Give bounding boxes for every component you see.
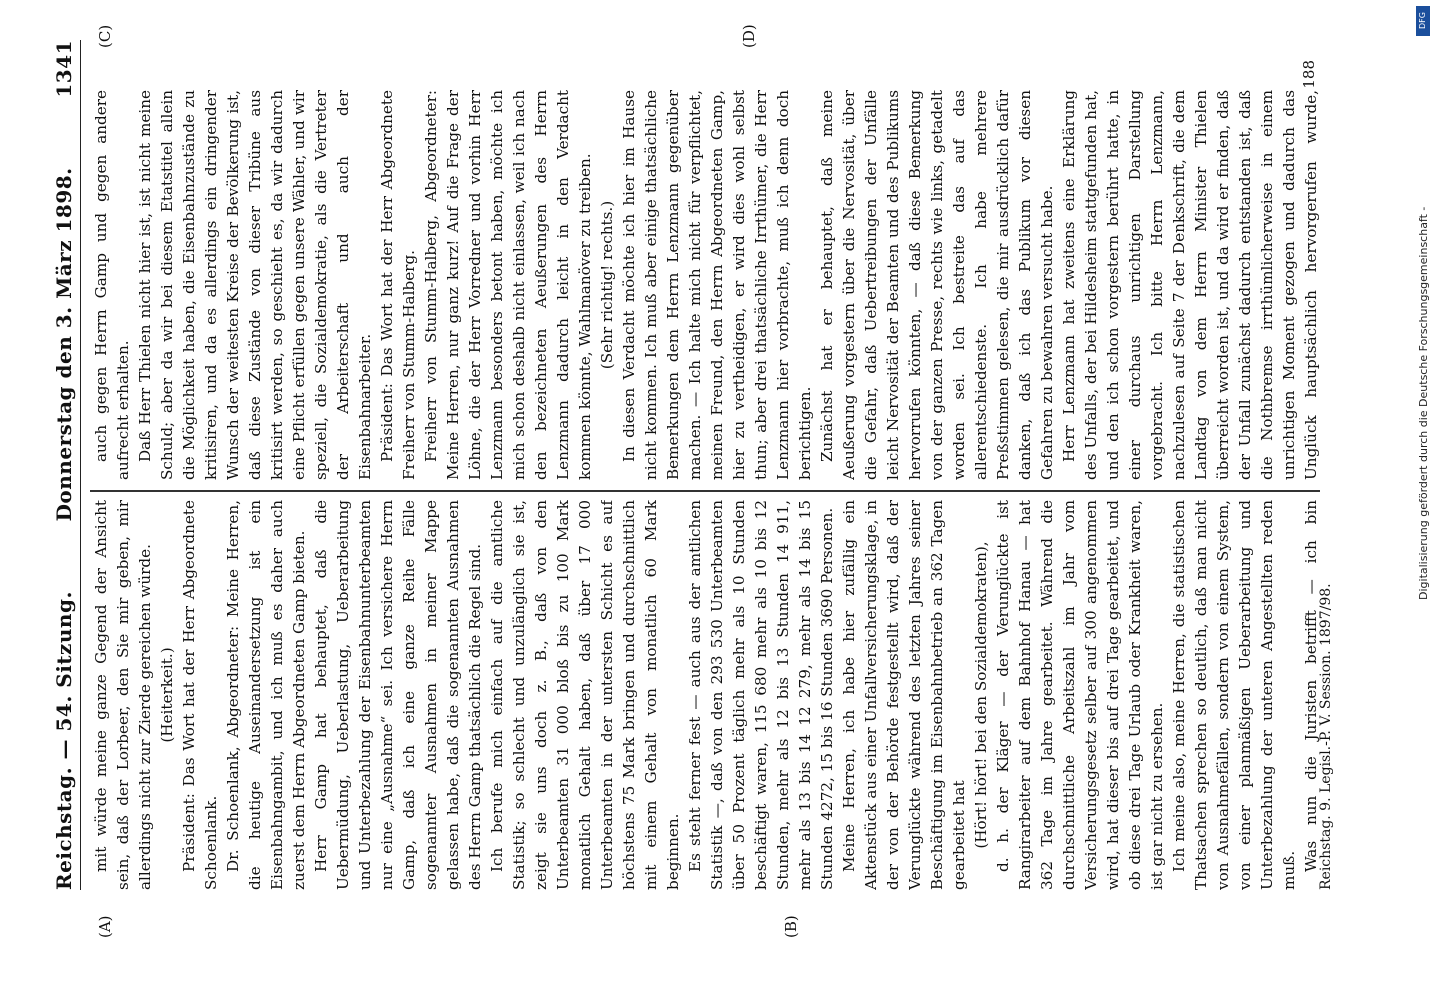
sheet-number: 188 xyxy=(1300,60,1318,89)
header-date: Donnerstag den 3. März 1898. xyxy=(52,167,76,522)
paragraph: In diesen Verdacht möchte ich hier im Hause nicht kommen. Ich muß aber einige thatsächliche Bemerkungen dem Herrn Lenzmann gegenüber machen. — Ich halte mich nicht für verpflichtet, meinen Freund, den Herrn Abgeordneten Gamp, hier zu vertheidigen, er wird dies wohl selbst thun; aber drei thatsächliche Irrthümer, die Herr Lenzmann hier vorbrachte, muß ich denn doch berichtigen. xyxy=(620,90,814,480)
paragraph: Präsident: Das Wort hat der Herr Abgeordnete Freiherr von Stumm-Halberg. xyxy=(378,90,418,480)
paragraph: Herr Lenzmann hat zweitens eine Erklärung des Unfalls, der bei Hildesheim stattgefunden hat, und den ich schon vorgestern berührt hatte, in einer durchaus unrichtigen Darstellung vorgebracht. Ich bitte Herrn Lenzmann, nachzulesen auf Seite 7 der Denkschrift, die dem Landtag von dem Herrn Minister Thielen überreicht worden ist, und da wird er finden, daß der Unfall zunächst dadurch entstanden ist, daß die Nothbremse irrthümlicherweise in einem unrichtigen Moment gezogen und dadurch das Unglück hauptsächlich hervorgerufen wurde, xyxy=(1060,90,1320,480)
paragraph: Präsident: Das Wort hat der Herr Abgeordnete Schoenlank. xyxy=(180,500,220,890)
paragraph: d. h. der Kläger — der Verunglückte ist Rangirarbeiter auf dem Bahnhof Hanau — hat 362 Tage im Jahre gearbeitet. Während die durchschnittliche Arbeitszahl im Jahr vom Versicherungsgesetz selber auf 300 angenommen wird, hat dieser bis auf drei Tage gearbeitet, und ob diese drei Tage Urlaub oder Krankheit waren, ist gar nicht zu ersehen. xyxy=(994,500,1166,890)
interjection: (Heiterkeit.) xyxy=(158,647,176,743)
header-left: Reichstag. — 54. Sitzung. xyxy=(52,591,76,890)
paragraph: Daß Herr Thielen nicht hier ist, ist nicht meine Schuld; aber da wir bei diesem Etatstitel allein die Möglichkeit haben, die Eisenbahnzustände zu kritisiren, und da es allerdings ein dringender Wunsch der weitesten Kreise der Bevölkerung ist, daß diese Zustände von dieser Tribüne aus kritisirt werden, so geschieht es, da wir dadurch eine Pflicht erfüllen gegen unsere Wähler, und wir speziell, die Sozialdemokratie, als die Vertreter der Arbeiterschaft und auch der Eisenbahnarbeiter. xyxy=(136,90,374,480)
paragraph: mit würde meine ganze Gegend der Ansicht sein, daß der Lorbeer, den Sie mir geben, mir allerdings nicht zur Zierde gereichen würde. xyxy=(92,500,154,890)
funding-notice: Digitalisierung gefördert durch die Deutsche Forschungsgemeinschaft - xyxy=(1417,206,1430,600)
margin-mark-b: (B) xyxy=(782,915,800,938)
interjection: (Hört! hört! bei den Sozialdemokraten), xyxy=(972,541,990,849)
paragraph: Was nun die Juristen betrifft — ich bin xyxy=(1302,500,1320,872)
page-number: 1341 xyxy=(52,40,76,98)
column-divider xyxy=(90,491,1320,493)
paragraph: Es steht ferner fest — auch aus der amtlichen Statistik —, daß von den 293 530 Unterbeamten über 50 Prozent täglich mehr als 10 Stunden beschäftigt waren, 115 680 mehr als 10 bis 12 Stunden, mehr als 12 bis 13 Stunden 14 911, mehr als 13 bis 14 12 279, mehr als 14 bis 15 Stunden 4272, 15 bis 16 Stunden 3690 Personen. xyxy=(686,500,836,890)
paragraph: Herr Gamp hat behauptet, daß die Uebermüdung, Ueberlastung, Ueberarbeitung und Unterbezahlung der Eisenbahnunterbeamten nur eine „Ausnahme“ sei. Ich versichere Herrn Gamp, daß ich eine ganze Reihe Fälle sogenannter Ausnahmen in meiner Mappe gelassen habe, daß die sogenannten Ausnahmen des Herrn Gamp thatsächlich die Regel sind. xyxy=(312,500,484,890)
paragraph: Freiherr von Stumm-Halberg, Abgeordneter: Meine Herren, nur ganz kurz! Auf die Frage der Löhne, die der Herr Vorredner und vorhin Herr Lenzmann besonders betont haben, möchte ich mich schon deshalb nicht einlassen, weil ich nach den bezeichneten Aeußerungen des Herrn Lenzmann dadurch leicht in den Verdacht kommen könnte, Wahlmanöver zu treiben. xyxy=(422,90,594,480)
paragraph: Zunächst hat er behauptet, daß meine Aeußerung vorgestern über die Nervosität, über die Gefahr, daß Uebertreibungen der Unfälle leicht Nervosität der Beamten und des Publikums hervorrufen könnten, — daß diese Bemerkung von der ganzen Presse, rechts wie links, getadelt worden sei. Ich bestreite das auf das allerentschiedenste. Ich habe mehrere Preßstimmen gelesen, die mir ausdrücklich dafür danken, daß ich das Publikum vor diesen Gefahren zu bewahren versucht habe. xyxy=(818,90,1056,480)
paragraph: Ich meine also, meine Herren, die statistischen Thatsachen sprechen so deutlich, daß man nicht von Ausnahmefällen, sondern von einem System, von einer planmäßigen Ueberarbeitung und Unterbezahlung der unteren Angestellten reden muß. xyxy=(1170,500,1298,890)
right-column xyxy=(90,90,1320,480)
paragraph: auch gegen Herrn Gamp und gegen andere aufrecht erhalten. xyxy=(92,90,132,480)
paragraph: Ich berufe mich einfach auf die amtliche Statistik; so schlecht und unzulänglich sie ist, zeigt sie uns doch z. B., daß von den Unterbeamten 31 000 bloß bis zu 100 Mark monatlich Gehalt haben, daß über 17 000 Unterbeamten in der untersten Schicht es auf höchstens 75 Mark bringen und durchschnittlich mit einem Gehalt von monatlich 60 Mark beginnen. xyxy=(488,500,682,890)
footer-session: Reichstag. 9. Legisl.-P. V. Session. 1897/98. xyxy=(1318,583,1334,890)
dfg-logo-badge: DFG xyxy=(1416,6,1430,36)
margin-mark-a: (A) xyxy=(96,915,114,938)
paragraph: Dr. Schoenlank, Abgeordneter: Meine Herren, die heutige Auseinandersetzung ist ein Eisenbahngambit, und ich muß es daher auch zuerst dem Herrn Abgeordneten Gamp bieten. xyxy=(224,500,308,890)
left-column xyxy=(90,500,1320,890)
paragraph: Meine Herren, ich habe hier zufällig ein Aktenstück aus einer Unfallversicherungsklage, in der von der Behörde festgestellt wird, daß der Verunglückte während des letzten Jahres seiner Beschäftigung im Eisenbahnbetrieb an 362 Tagen gearbeitet hat xyxy=(840,500,968,890)
margin-mark-c: (C) xyxy=(96,24,114,48)
running-head xyxy=(40,40,81,890)
margin-mark-d: (D) xyxy=(740,24,758,48)
interjection: (Sehr richtig! rechts.) xyxy=(598,200,616,370)
